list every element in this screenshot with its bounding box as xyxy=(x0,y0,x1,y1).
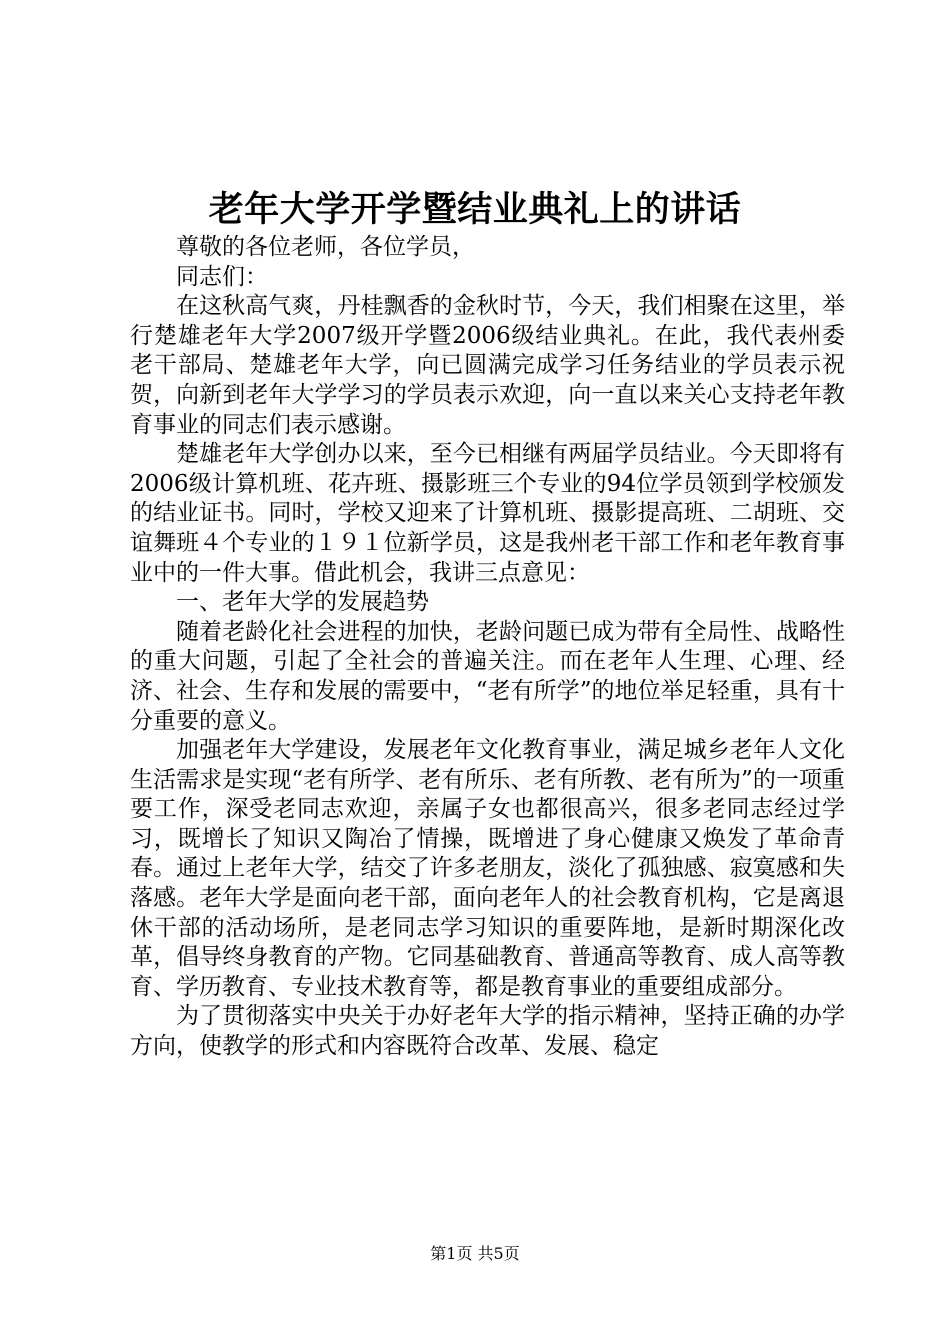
salutation-line: 尊敬的各位老师，各位学员， xyxy=(176,234,475,260)
page-title: 老年大学开学暨结业典礼上的讲话 xyxy=(208,189,742,230)
body-paragraph: 在这秋高气爽，丹桂飘香的金秋时节，今天，我们相聚在这里，举行楚雄老年大学2007级开学暨2006级结业典礼。在此，我代表州委老干部局、楚雄老年大学，向已圆满完成学习任务结业的学员表示祝贺，向新到老年大学学习的学员表示欢迎，向一直以来关心支持老年教育事业的同志们表示感谢。 xyxy=(130,293,845,438)
body-paragraph: 楚雄老年大学创办以来，至今已相继有两届学员结业。今天即将有2006级计算机班、花卉班、摄影班三个专业的94位学员领到学校颁发的结业证书。同时，学校又迎来了计算机班、摄影提高班、二胡班、交谊舞班４个专业的１９１位新学员，这是我州老干部工作和老年教育事业中的一件大事。借此机会，我讲三点意见： xyxy=(130,441,845,586)
body-paragraph: 为了贯彻落实中央关于办好老年大学的指示精神，坚持正确的办学方向，使教学的形式和内容既符合改革、发展、稳定 xyxy=(130,1003,845,1060)
salutation-line: 同志们： xyxy=(176,263,268,290)
section-heading: 一、老年大学的发展趋势 xyxy=(176,589,429,616)
body-paragraph: 随着老龄化社会进程的加快，老龄问题已成为带有全局性、战略性的重大问题，引起了全社会的普遍关注。而在老年人生理、心理、经济、社会、生存和发展的需要中，“老有所学”的地位举足轻重，具有十分重要的意义。 xyxy=(130,618,845,734)
page-footer: 第1页 共5页 xyxy=(430,1244,520,1263)
body-paragraph: 加强老年大学建设，发展老年文化教育事业，满足城乡老年人文化生活需求是实现“老有所学、老有所乐、老有所教、老有所为”的一项重要工作，深受老同志欢迎，亲属子女也都很高兴，很多老同志经过学习，既增长了知识又陶冶了情操，既增进了身心健康又焕发了革命青春。通过上老年大学，结交了许多老朋友，淡化了孤独感、寂寞感和失落感。老年大学是面向老干部，面向老年人的社会教育机构，它是离退休干部的活动场所，是老同志学习知识的重要阵地，是新时期深化改革，倡导终身教育的产物。它同基础教育、普通高等教育、成人高等教育、学历教育、专业技术教育等，都是教育事业的重要组成部分。 xyxy=(130,737,845,1000)
document-body xyxy=(130,233,845,1062)
